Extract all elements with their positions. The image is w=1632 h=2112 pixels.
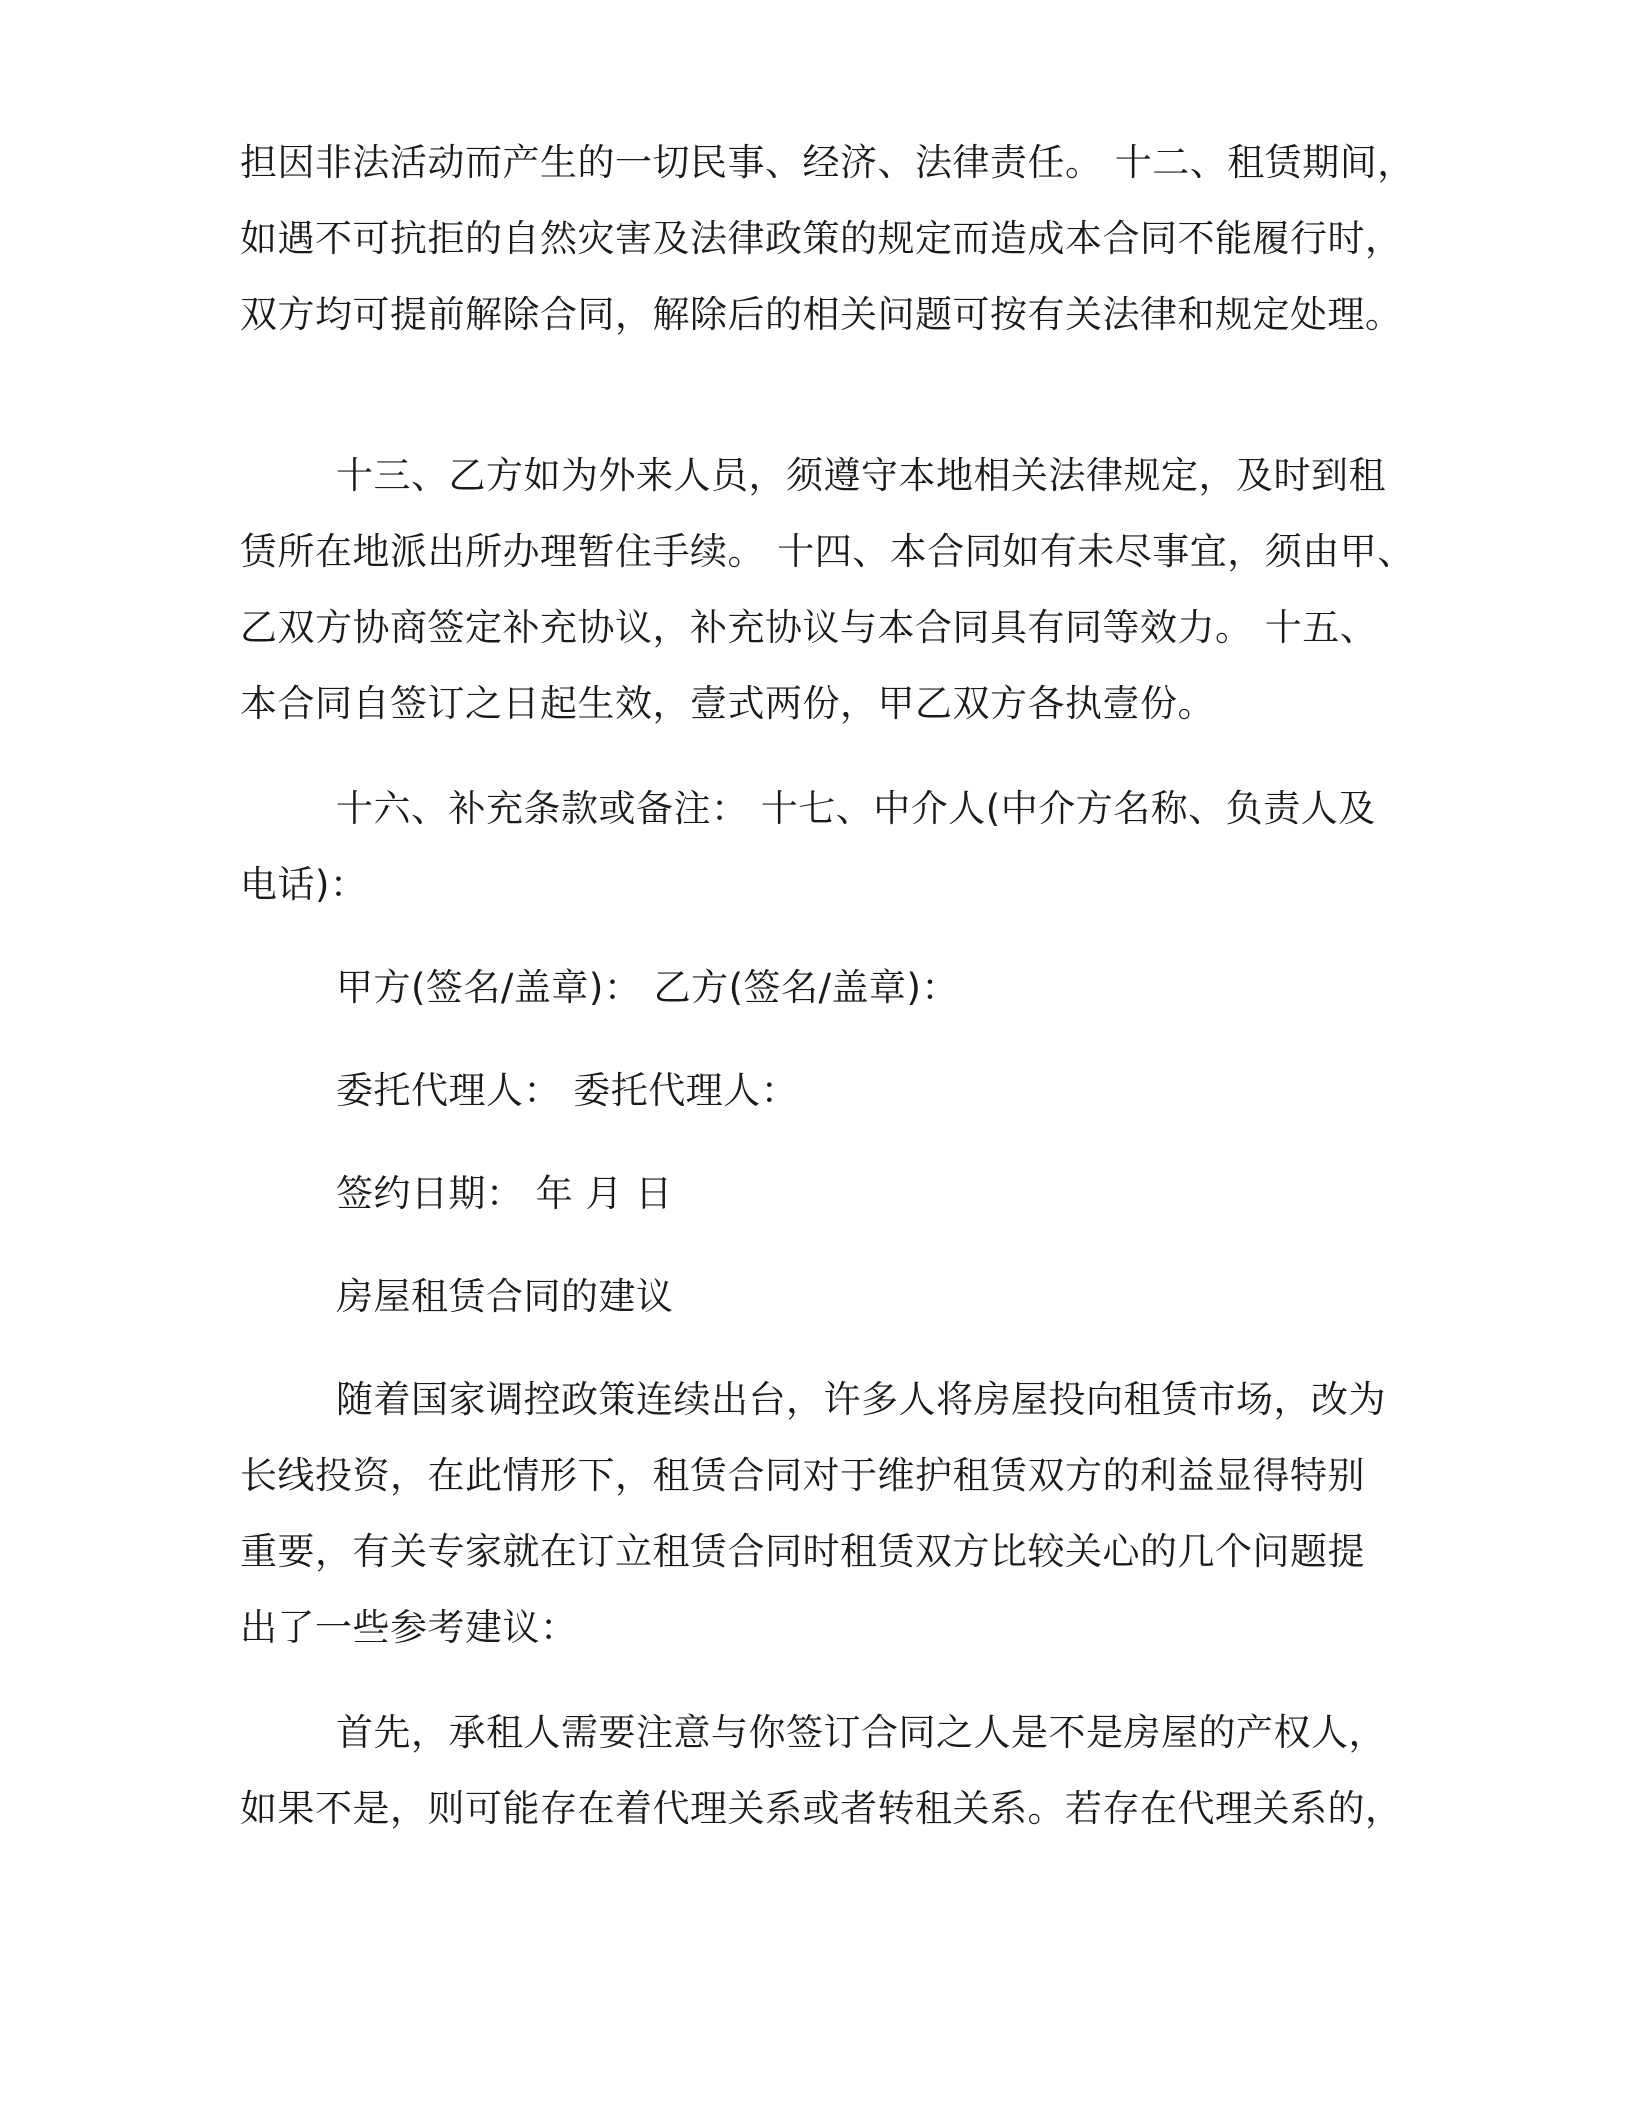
section-heading (240, 1259, 1398, 1335)
text-line: 本合同自签订之日起生效，壹式两份，甲乙双方各执壹份。 (240, 682, 1215, 725)
text-line: 十三、乙方如为外来人员，须遵守本地相关法律规定，及时到租 (336, 454, 1386, 497)
text-line: 十六、补充条款或备注： 十七、中介人(中介方名称、负责人及 (336, 787, 1376, 830)
text-line: 赁所在地派出所办理暂住手续。 十四、本合同如有未尽事宜，须由甲、 (240, 530, 1415, 573)
text-line: 担因非法活动而产生的一切民事、经济、法律责任。 十二、租赁期间， (240, 141, 1415, 184)
paragraph-intro (240, 1362, 1398, 1666)
signature-parties (240, 950, 1398, 1026)
paragraph-clause-13-15 (240, 438, 1415, 742)
text-line: 电话)： (240, 863, 368, 906)
signature-agents (240, 1053, 1398, 1129)
paragraph-clause-11-12 (240, 125, 1415, 353)
text-line: 签约日期： 年 月 日 (336, 1172, 673, 1215)
text-line: 双方均可提前解除合同，解除后的相关问题可按有关法律和规定处理。 (240, 293, 1403, 336)
text-line: 甲方(签名/盖章)： 乙方(签名/盖章)： (336, 966, 959, 1009)
text-line: 出了一些参考建议： (240, 1606, 578, 1649)
paragraph-clause-16-17 (240, 771, 1398, 923)
text-line: 长线投资，在此情形下，租赁合同对于维护租赁双方的利益显得特别 (240, 1454, 1365, 1497)
text-line: 重要，有关专家就在订立租赁合同时租赁双方比较关心的几个问题提 (240, 1530, 1365, 1573)
paragraph-advice-first (240, 1695, 1403, 1847)
text-line: 随着国家调控政策连续出台，许多人将房屋投向租赁市场，改为 (336, 1378, 1386, 1421)
text-line: 委托代理人： 委托代理人： (336, 1069, 799, 1112)
text-line: 首先，承租人需要注意与你签订合同之人是不是房屋的产权人， (336, 1711, 1386, 1754)
text-line: 乙双方协商签定补充协议，补充协议与本合同具有同等效力。 十五、 (240, 606, 1378, 649)
section-title: 房屋租赁合同的建议 (336, 1275, 674, 1318)
text-line: 如遇不可抗拒的自然灾害及法律政策的规定而造成本合同不能履行时， (240, 217, 1403, 260)
text-line: 如果不是，则可能存在着代理关系或者转租关系。若存在代理关系的， (240, 1787, 1403, 1830)
signature-date (240, 1156, 1398, 1232)
